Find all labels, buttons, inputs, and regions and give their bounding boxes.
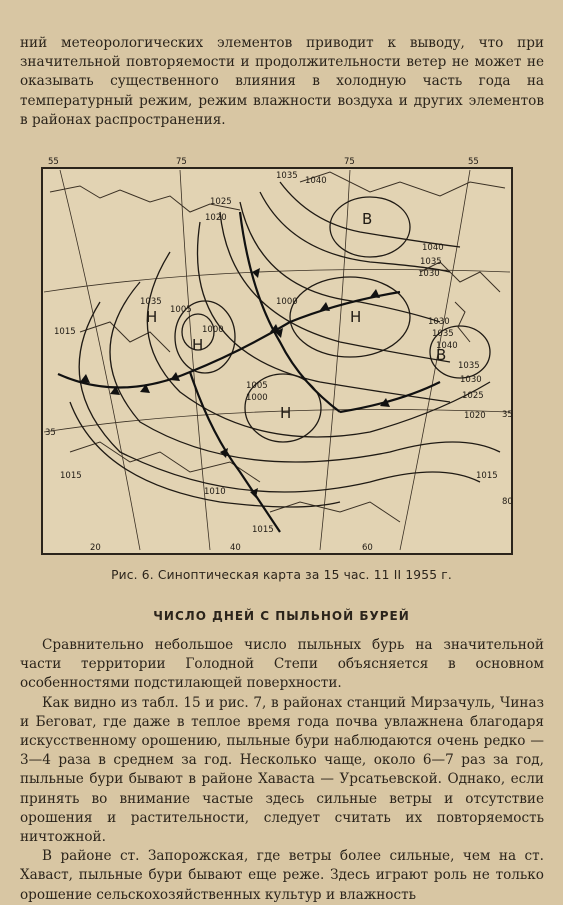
isobar-label: 1005 bbox=[246, 381, 268, 391]
isobar-label: 1025 bbox=[462, 391, 484, 401]
lat-label-right-1: 35 bbox=[502, 410, 513, 420]
isobar-label: 1025 bbox=[210, 197, 232, 207]
high-center-label: В bbox=[436, 346, 447, 364]
lon-label-top-2: 75 bbox=[176, 157, 187, 167]
lon-label-bottom-2: 40 bbox=[230, 543, 241, 553]
intro-paragraph: ний метеорологических элементов приводит к выводу, что при значительной повторяемости и продолжительности ветер не может не оказывать существенного влияния в холодную часть года на температурный режим, режим влажности воздуха и других элементов в районах распространения. bbox=[20, 35, 544, 128]
isobar-label: 1035 bbox=[458, 361, 480, 371]
isobar-label: 1035 bbox=[432, 329, 454, 339]
isobar-label: 1030 bbox=[428, 317, 450, 327]
section-body bbox=[20, 636, 544, 905]
isobar-label: 1035 bbox=[420, 257, 442, 267]
isobar-label: 1010 bbox=[204, 487, 226, 497]
isobar-label: 1040 bbox=[422, 243, 444, 253]
isobar-label: 1030 bbox=[418, 269, 440, 279]
lon-label-top-1: 55 bbox=[48, 157, 59, 167]
synoptic-map-figure bbox=[40, 152, 515, 556]
low-center-label: Н bbox=[146, 308, 158, 326]
paragraph bbox=[20, 694, 544, 848]
paragraph-text: Сравнительно небольшое число пыльных бурь на значительной части территории Голодной Степи объясняется в основном особенностями подстилающей поверхности. bbox=[20, 637, 544, 692]
paragraph bbox=[20, 847, 544, 905]
isobar-label: 1035 bbox=[140, 297, 162, 307]
isobar-label: 1035 bbox=[276, 171, 298, 181]
lon-label-top-4: 55 bbox=[468, 157, 479, 167]
lon-label-top-3: 75 bbox=[344, 157, 355, 167]
synoptic-map bbox=[40, 152, 515, 556]
lat-label-right-2: 80 bbox=[502, 497, 513, 507]
high-center-label: В bbox=[362, 210, 373, 228]
lon-label-bottom-1: 20 bbox=[90, 543, 101, 553]
low-center-label: Н bbox=[350, 308, 362, 326]
low-center-label: Н bbox=[280, 404, 292, 422]
isobar-label: 1000 bbox=[276, 297, 298, 307]
lat-label-left: 35 bbox=[45, 428, 56, 438]
paragraph bbox=[20, 636, 544, 694]
isobar-label: 1020 bbox=[205, 213, 227, 223]
isobar-label: 1015 bbox=[476, 471, 498, 481]
low-center-label: Н bbox=[192, 336, 204, 354]
isobar-label: 1015 bbox=[54, 327, 76, 337]
isobar-label: 1040 bbox=[305, 176, 327, 186]
section-heading: ЧИСЛО ДНЕЙ С ПЫЛЬНОЙ БУРЕЙ bbox=[153, 609, 410, 623]
paragraph-text: Как видно из табл. 15 и рис. 7, в районах станций Мирзачуль, Чиназ и Беговат, где даже в теплое время года почва увлажнена благодаря искусственному орошению, пыльные бури наблюдаются очень редко — 3—4 раза в среднем за год. Несколько чаще, около 6—7 раз за год, пыльные бури бывают в районе Хаваста — Урсатьевской. Однако, если принять во внимание частые здесь сильные ветры и отсутствие орошения и растительности, следует считать их повторяемость ничтожной. bbox=[20, 694, 544, 846]
isobar-label: 1000 bbox=[246, 393, 268, 403]
paragraph-text: В районе ст. Запорожская, где ветры более сильные, чем на ст. Хаваст, пыльные бури бывают еще реже. Здесь играют роль не только орошение сельскохозяйственных культур и влажность bbox=[20, 848, 544, 903]
lon-label-bottom-3: 60 bbox=[362, 543, 373, 553]
isobar-label: 1005 bbox=[170, 305, 192, 315]
figure-caption: Рис. 6. Синоптическая карта за 15 час. 11 II 1955 г. bbox=[111, 568, 452, 582]
isobar-label: 1020 bbox=[464, 411, 486, 421]
isobar-label: 1000 bbox=[202, 325, 224, 335]
isobar-label: 1030 bbox=[460, 375, 482, 385]
isobar-label: 1015 bbox=[60, 471, 82, 481]
isobar-label: 1015 bbox=[252, 525, 274, 535]
isobar-label: 1040 bbox=[436, 341, 458, 351]
